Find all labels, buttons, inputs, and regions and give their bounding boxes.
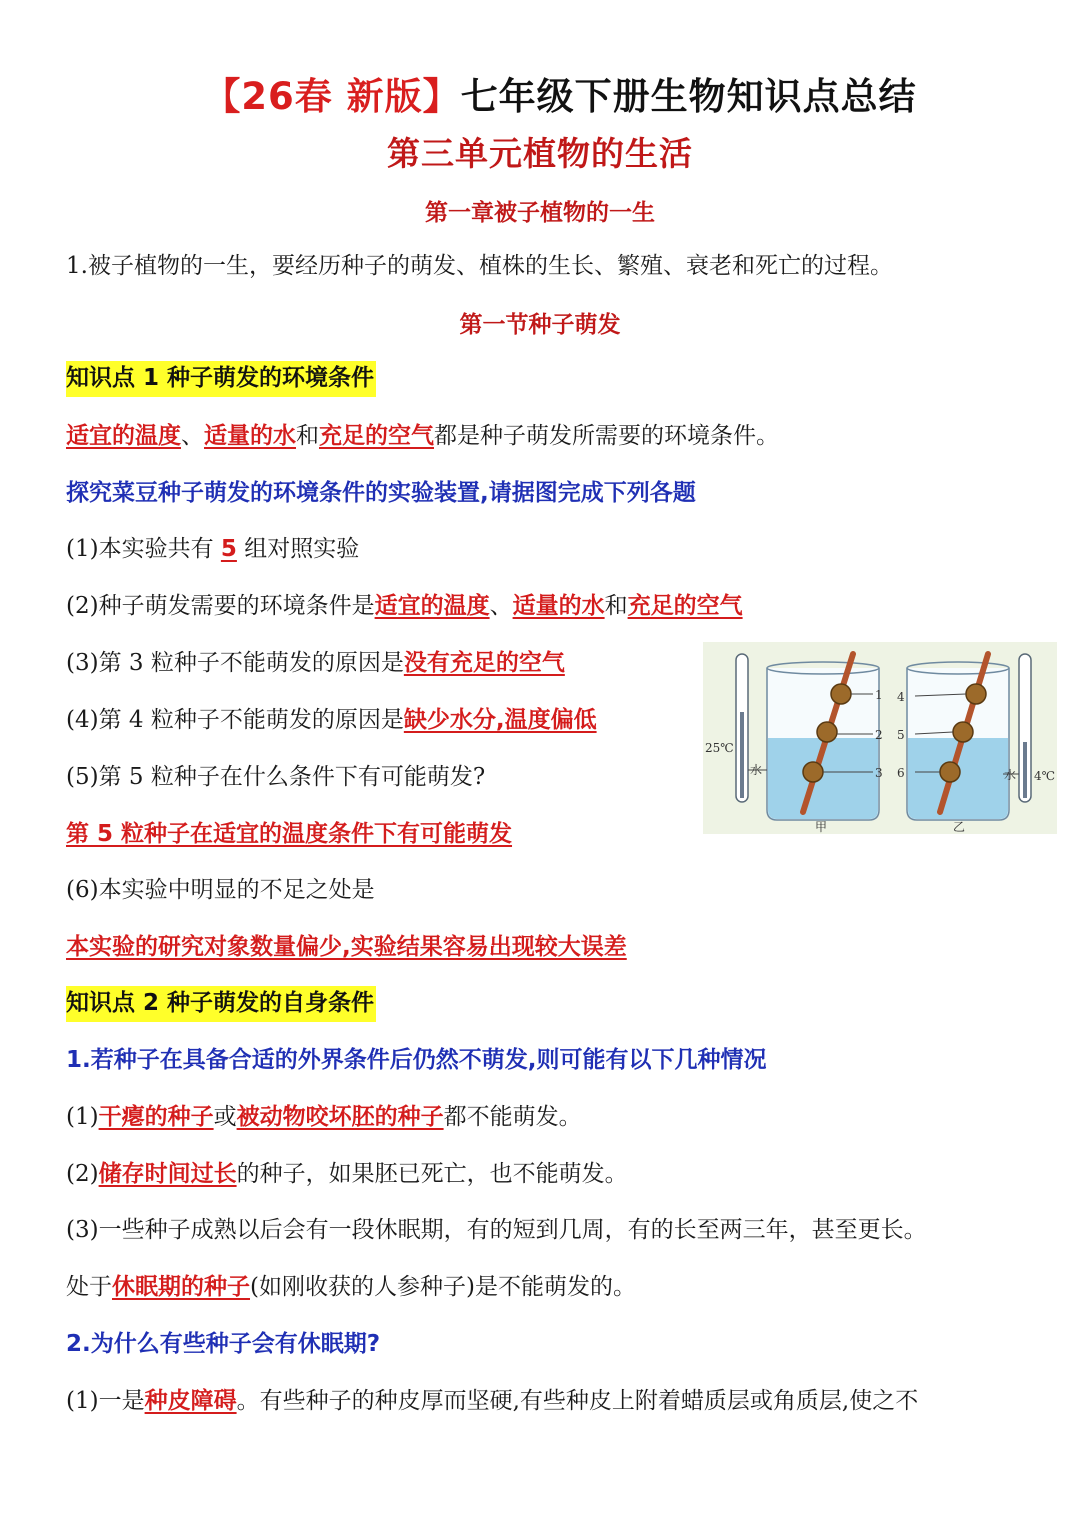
thermometer-left-icon bbox=[736, 654, 748, 802]
water-label-right: 水 bbox=[1004, 768, 1017, 782]
seed-label-5: 5 bbox=[897, 728, 905, 742]
intro-text: 1.被子植物的一生，要经历种子的萌发、植株的生长、繁殖、衰老和死亡的过程。 bbox=[66, 253, 893, 279]
question-5-answer: 第 5 粒种子在适宜的温度条件下有可能萌发 bbox=[66, 821, 513, 847]
section-title: 第一节种子萌发 bbox=[459, 312, 621, 338]
temperature-left-label: 25℃ bbox=[705, 741, 734, 755]
kp2-point-1-title: 1.若种子在具备合适的外界条件后仍然不萌发,则可能有以下几种情况 bbox=[66, 1047, 767, 1073]
question-2: (2)种子萌发需要的环境条件是适宜的温度、适量的水和充足的空气 bbox=[66, 593, 743, 619]
seed-label-2: 2 bbox=[875, 728, 883, 742]
page-title: 【26春 新版】七年级下册生物知识点总结 bbox=[203, 75, 917, 118]
kp1-statement: 适宜的温度、适量的水和充足的空气都是种子萌发所需要的环境条件。 bbox=[66, 423, 779, 449]
question-5: (5)第 5 粒种子在什么条件下有可能萌发? bbox=[66, 764, 486, 790]
kp1-heading: 知识点 1 种子萌发的环境条件 bbox=[66, 362, 376, 394]
temperature-right-label: 4℃ bbox=[1034, 769, 1056, 783]
beaker-left bbox=[748, 654, 879, 820]
kp2-heading: 知识点 2 种子萌发的自身条件 bbox=[66, 987, 376, 1019]
seed-label-3: 3 bbox=[875, 766, 883, 780]
experiment-title: 探究菜豆种子萌发的环境条件的实验装置,请据图完成下列各题 bbox=[66, 480, 696, 506]
unit-title: 第三单元植物的生活 bbox=[387, 134, 693, 173]
question-4: (4)第 4 粒种子不能萌发的原因是缺少水分,温度偏低 bbox=[66, 707, 597, 733]
kp2-item-1: (1)干瘪的种子或被动物咬坏胚的种子都不能萌发。 bbox=[66, 1104, 582, 1130]
kp2-reason-1: (1)一是种皮障碍。有些种子的种皮厚而坚硬,有些种皮上附着蜡质层或角质层,使之不 bbox=[66, 1388, 919, 1414]
question-6: (6)本实验中明显的不足之处是 bbox=[66, 877, 375, 903]
beaker-left-label: 甲 bbox=[815, 820, 828, 834]
seed-label-1: 1 bbox=[875, 688, 883, 702]
kp2-item-3: (3)一些种子成熟以后会有一段休眠期，有的短到几周，有的长至两三年，甚至更长。 bbox=[66, 1217, 927, 1243]
seed-3 bbox=[803, 762, 823, 782]
kp2-item-2: (2)储存时间过长的种子，如果胚已死亡，也不能萌发。 bbox=[66, 1161, 628, 1187]
chapter-title: 第一章被子植物的一生 bbox=[425, 200, 655, 226]
kp2-item-3-continued: 处于休眠期的种子(如刚收获的人参种子)是不能萌发的。 bbox=[66, 1274, 636, 1300]
seed-6 bbox=[940, 762, 960, 782]
seed-5 bbox=[953, 722, 973, 742]
seed-1 bbox=[831, 684, 851, 704]
seed-4 bbox=[966, 684, 986, 704]
beaker-right bbox=[907, 654, 1019, 820]
question-1: (1)本实验共有 5 组对照实验 bbox=[66, 536, 360, 562]
beaker-right-label: 乙 bbox=[953, 820, 966, 834]
seed-label-4: 4 bbox=[897, 690, 905, 704]
thermometer-right-icon bbox=[1019, 654, 1031, 802]
seed-germination-experiment-figure bbox=[703, 642, 1057, 834]
kp2-point-2-title: 2.为什么有些种子会有休眠期? bbox=[66, 1331, 381, 1357]
water-label-left: 水 bbox=[750, 763, 763, 777]
question-3: (3)第 3 粒种子不能萌发的原因是没有充足的空气 bbox=[66, 650, 565, 676]
seed-label-6: 6 bbox=[897, 766, 905, 780]
question-6-answer: 本实验的研究对象数量偏少,实验结果容易出现较大误差 bbox=[66, 934, 627, 960]
seed-2 bbox=[817, 722, 837, 742]
